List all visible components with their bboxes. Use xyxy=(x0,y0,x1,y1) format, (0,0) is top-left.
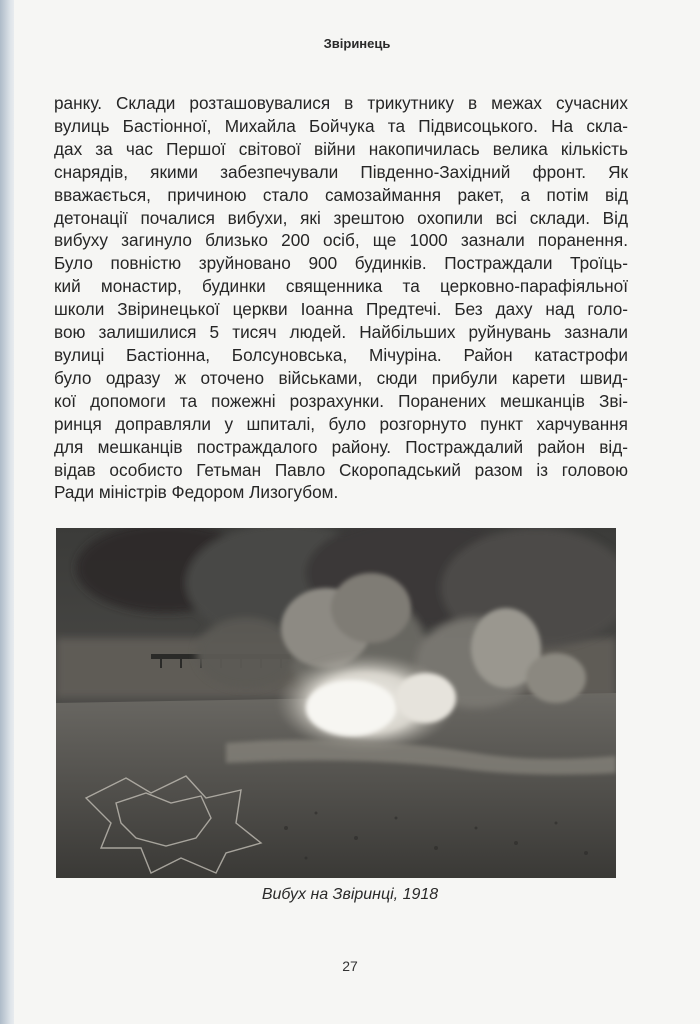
text-line: вважається, причиною стало самозаймання ракет, а потім від xyxy=(54,184,628,205)
text-line: для мешканців постраждалого району. Постраждалий район від- xyxy=(54,436,628,457)
text-line: ранку. Склади розташовувалися в трикутнику в межах сучасних xyxy=(54,93,628,113)
text-line: кої допомоги та пожежні розрахунки. Поранених мешканців Зві- xyxy=(54,390,628,411)
text-line: школи Звіринецької церкви Іоанна Предтечі. Без даху над голо- xyxy=(54,299,628,320)
text-line: вулиці Бастіонна, Болсуновська, Мічуріна. Район катастрофи xyxy=(54,344,628,365)
text-line: Ради міністрів Федором Лизогубом. xyxy=(54,482,339,503)
book-page xyxy=(14,0,700,1024)
text-line: снарядів, якими забезпечували Південно-Західний фронт. Як xyxy=(54,161,628,182)
body-paragraph xyxy=(54,92,628,504)
explosion-photo xyxy=(56,528,616,878)
text-line: вулиць Бастіонної, Михайла Бойчука та Підвисоцького. На скла- xyxy=(54,115,628,136)
text-line: відав особисто Гетьман Павло Скоропадський разом із головою xyxy=(54,459,628,480)
text-line: вою залишилися 5 тисяч людей. Найбільших руйнувань зазнали xyxy=(54,322,628,343)
text-line: було одразу ж оточено військами, сюди прибули карети швид- xyxy=(54,367,628,388)
page-number: 27 xyxy=(342,958,358,974)
text-line: кий монастир, будинки священника та церковно-парафіяльної xyxy=(54,276,628,297)
text-line: ринця доправляли у шпиталі, було розгорнуто пункт харчування xyxy=(54,413,628,434)
text-line: дах за час Першої світової війни накопичилась велика кількість xyxy=(54,138,628,159)
text-line: Було повністю зруйновано 900 будинків. Постраждали Троїць- xyxy=(54,253,628,274)
photo-caption: Вибух на Звіринці, 1918 xyxy=(261,886,439,903)
text-line: вибуху загинуло близько 200 осіб, ще 1000 зазнали поранення. xyxy=(54,230,628,251)
text-line: детонації почалися вибухи, які зрештою охопили всі склади. Від xyxy=(54,207,628,228)
running-head: Звіринець xyxy=(323,36,391,51)
